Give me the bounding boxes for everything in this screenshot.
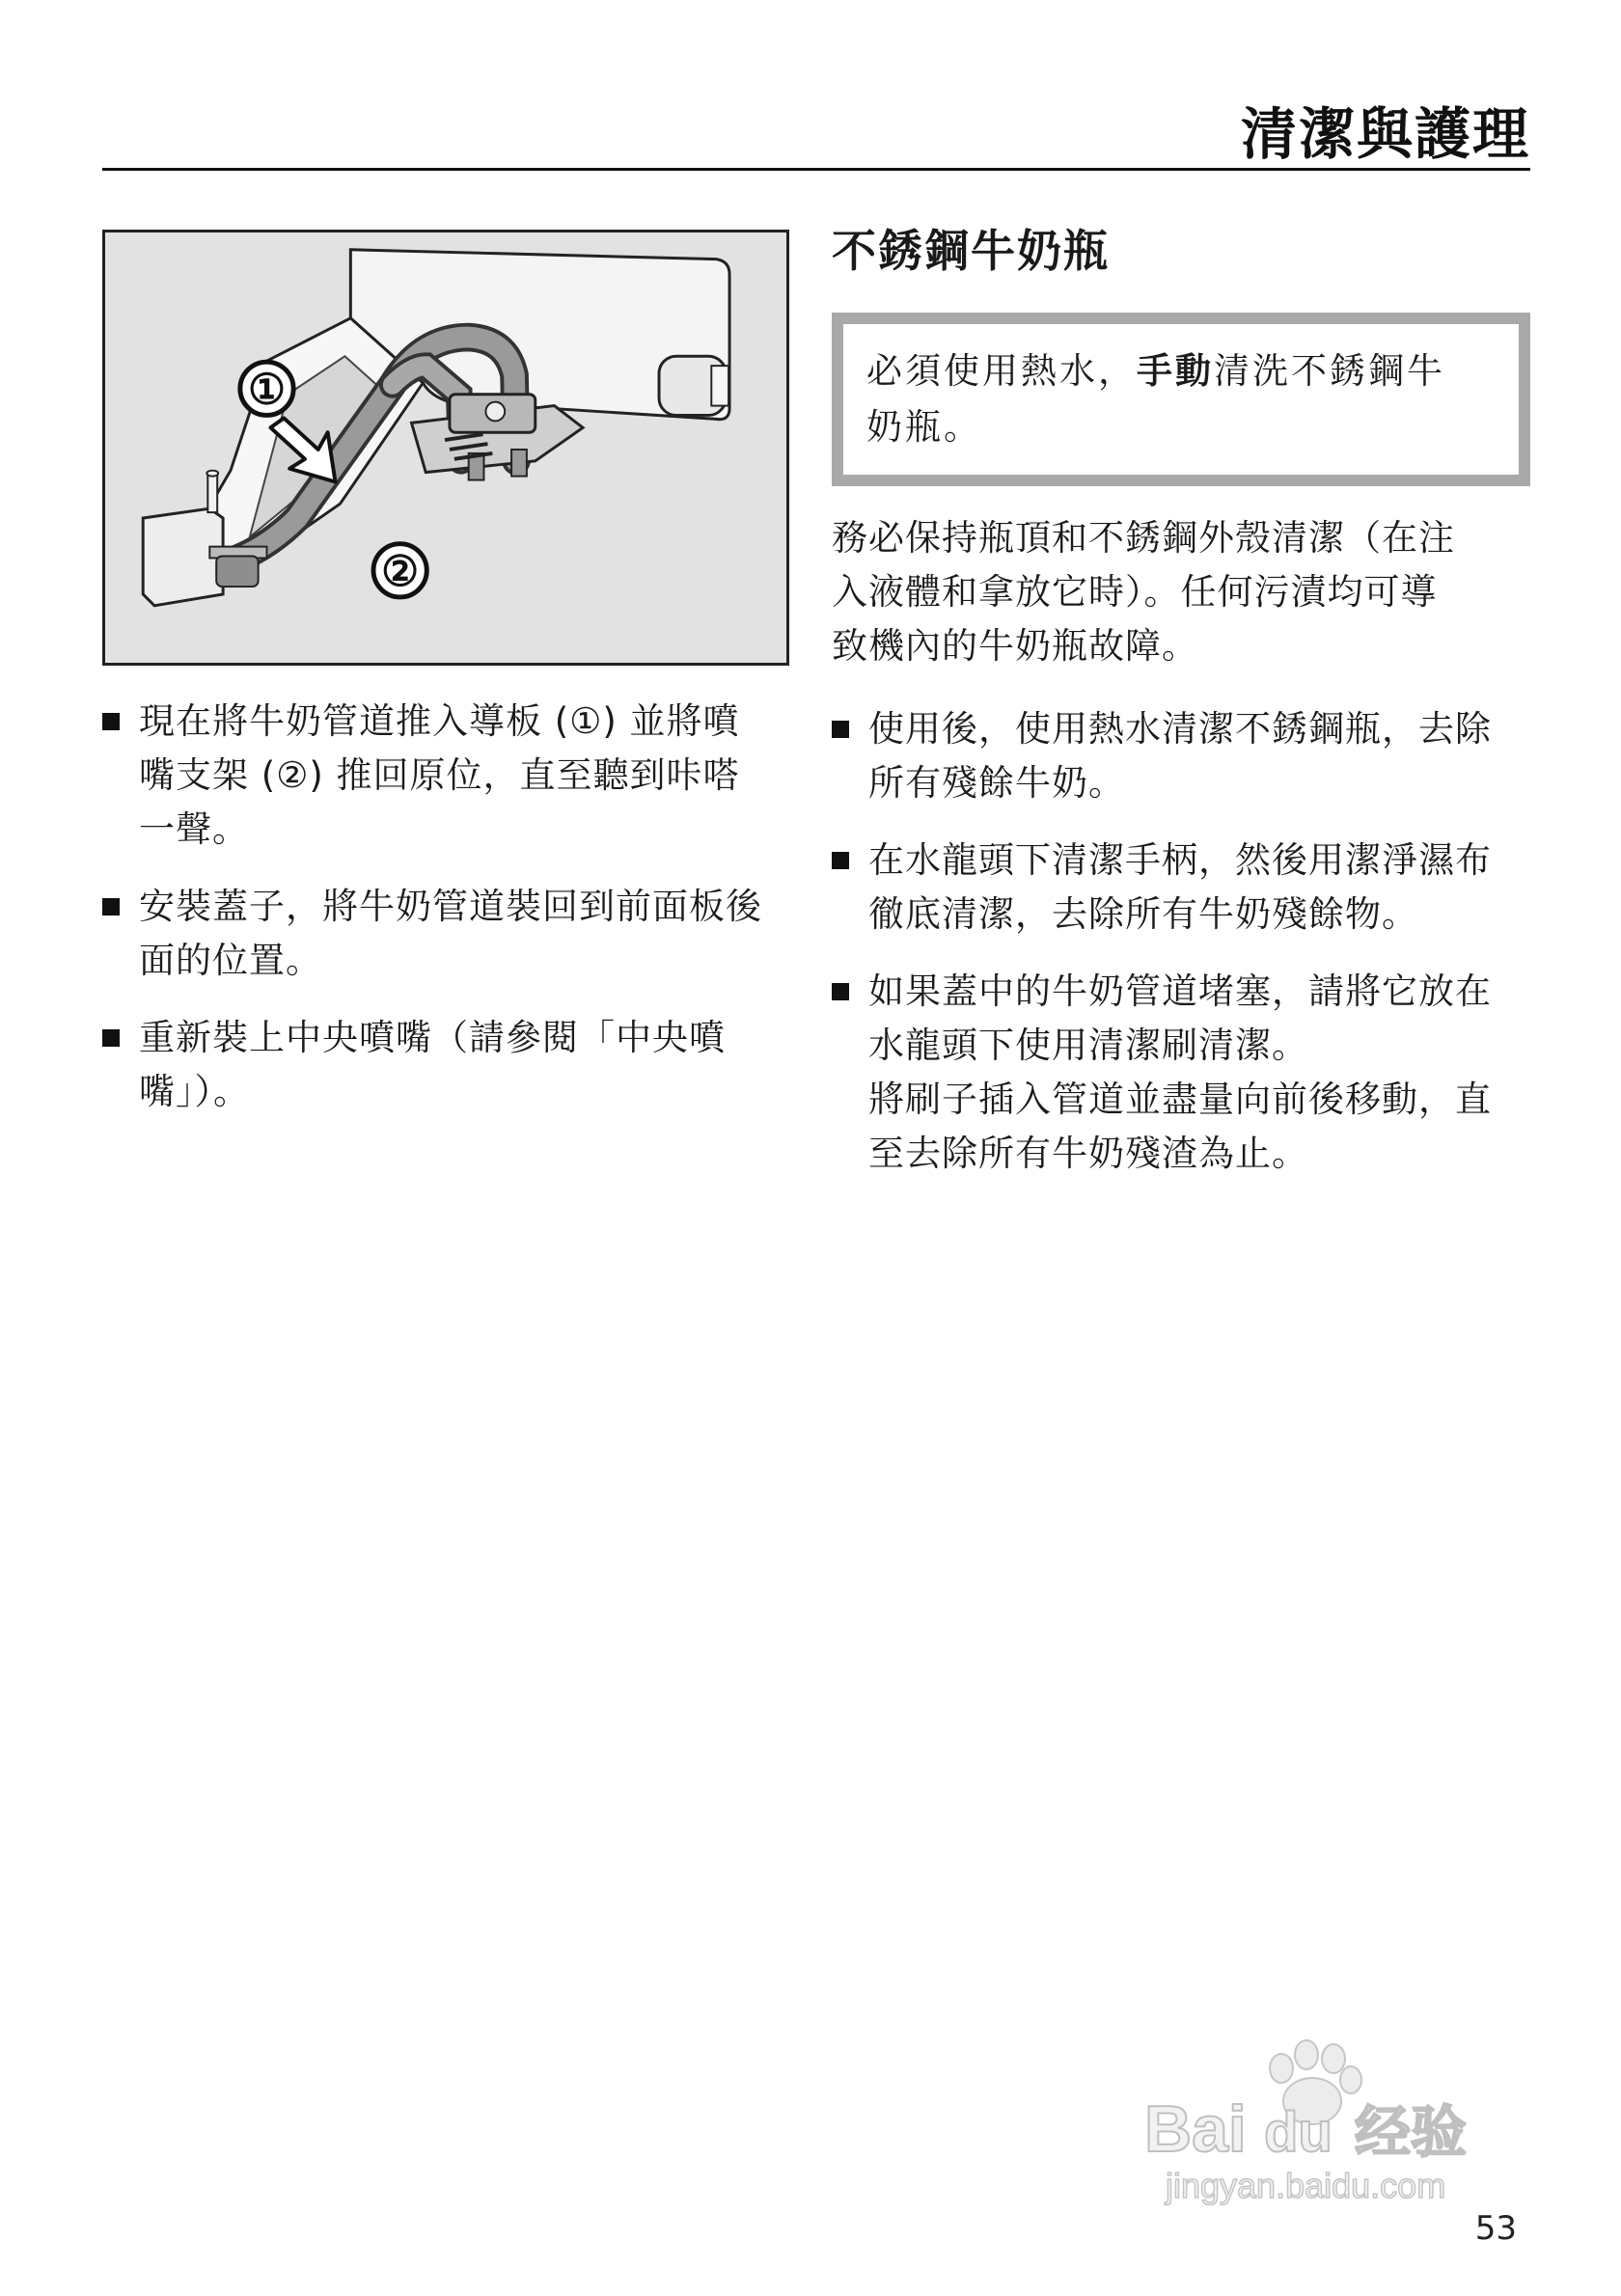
left-instruction-list: [102, 695, 797, 1142]
bullet-square-icon: [102, 1029, 120, 1047]
list-item-line: 面的位置。: [139, 940, 322, 981]
intro-line: 務必保持瓶頂和不銹鋼外殼清潔（在注: [832, 517, 1455, 559]
list-item-line: 在水龍頭下清潔手柄，然後用潔淨濕布: [868, 839, 1492, 881]
notice-line-1: [866, 343, 1496, 399]
list-item: [832, 702, 1530, 810]
intro-line: 致機內的牛奶瓶故障。: [832, 625, 1198, 667]
bullet-square-icon: [102, 713, 120, 730]
list-item-line: 一聲。: [139, 808, 249, 850]
notice-box: [832, 313, 1530, 486]
page-header-title: 清潔與護理: [1240, 101, 1530, 167]
list-item-line: 至去除所有牛奶殘渣為止。: [868, 1133, 1308, 1174]
list-item: [832, 965, 1530, 1181]
intro-paragraph: [832, 511, 1530, 673]
list-item-line: 如果蓋中的牛奶管道堵塞，請將它放在: [868, 970, 1492, 1012]
list-item: [832, 834, 1530, 942]
list-item-line: 安裝蓋子，將牛奶管道裝回到前面板後: [139, 886, 762, 927]
list-item-line: 嘴支架 (②) 推回原位，直至聽到咔嗒: [139, 754, 740, 796]
list-item-line: 徹底清潔，去除所有牛奶殘餘物。: [868, 893, 1418, 935]
watermark-brand: Bai: [1144, 2092, 1247, 2166]
list-item: [102, 1011, 797, 1119]
header-divider: [102, 168, 1530, 171]
bullet-square-icon: [832, 852, 849, 869]
bullet-square-icon: [102, 898, 120, 916]
section-heading: 不銹鋼牛奶瓶: [832, 225, 1110, 277]
bullet-square-icon: [832, 721, 849, 738]
list-item-line: 重新裝上中央噴嘴（請參閱「中央噴: [139, 1017, 726, 1058]
notice-line-2: 奶瓶。: [866, 406, 982, 448]
stainless-milk-bottle-section: [832, 216, 1530, 1204]
list-item-line: 所有殘餘牛奶。: [868, 762, 1125, 804]
list-item-line: 水龍頭下使用清潔刷清潔。: [868, 1025, 1308, 1066]
page-number: 53: [1474, 2209, 1517, 2248]
list-item: [102, 880, 797, 988]
callout-2-label: ②: [381, 549, 420, 596]
list-item: [102, 695, 797, 857]
callout-1-label: ①: [248, 367, 286, 414]
notice-text-after: 清洗不銹鋼牛: [1214, 350, 1445, 392]
notice-text-before: 必須使用熱水，: [866, 350, 1137, 392]
list-item-line: 使用後，使用熱水清潔不銹鋼瓶，去除: [868, 708, 1492, 750]
watermark-url: jingyan.baidu.com: [1166, 2166, 1446, 2205]
list-item-line: 現在將牛奶管道推入導板 (①) 並將噴: [139, 700, 740, 742]
list-item-line: 嘴」）。: [139, 1071, 250, 1112]
milk-pipe-illustration: [102, 230, 789, 666]
list-item-line: 將刷子插入管道並盡量向前後移動，直: [868, 1079, 1492, 1120]
watermark-brand-du: du: [1264, 2101, 1333, 2164]
bullet-square-icon: [832, 983, 849, 1000]
watermark-product: 经验: [1355, 2099, 1468, 2165]
intro-line: 入液體和拿放它時）。任何污漬均可導: [832, 571, 1438, 613]
baidu-jingyan-watermark: [1137, 2037, 1536, 2209]
notice-bold-text: 手動: [1137, 350, 1214, 392]
